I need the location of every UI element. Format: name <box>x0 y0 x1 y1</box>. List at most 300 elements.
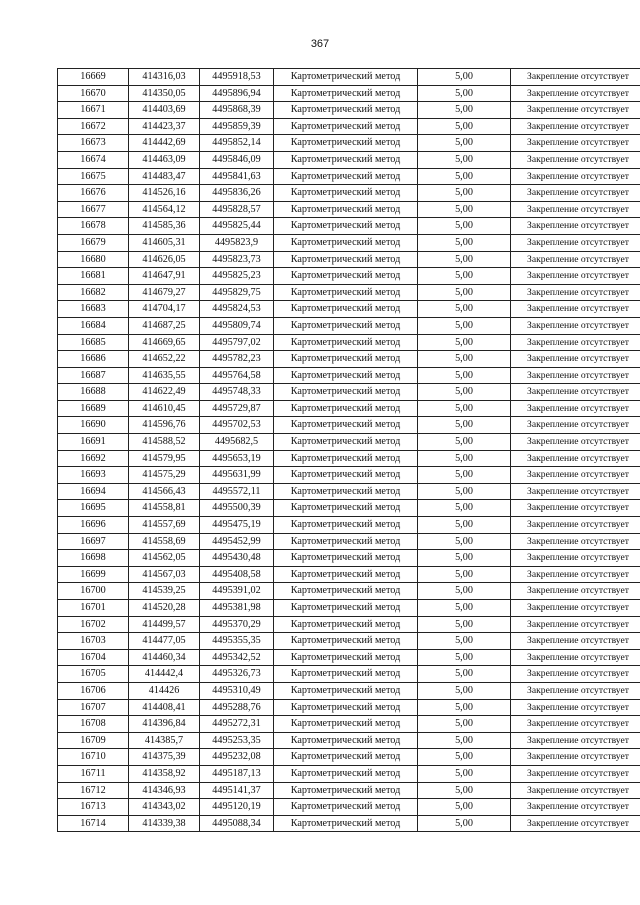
x-coordinate-cell: 414423,37 <box>129 118 200 135</box>
error-cell: 5,00 <box>418 85 511 102</box>
point-number-cell: 16677 <box>58 201 129 218</box>
fixation-cell: Закрепление отсутствует <box>511 69 640 86</box>
point-number-cell: 16674 <box>58 151 129 168</box>
fixation-cell: Закрепление отсутствует <box>511 135 640 152</box>
fixation-cell: Закрепление отсутствует <box>511 450 640 467</box>
y-coordinate-cell: 4495475,19 <box>200 517 274 534</box>
table-row <box>58 815 640 832</box>
table-row <box>58 500 640 517</box>
point-number-cell: 16679 <box>58 234 129 251</box>
fixation-cell: Закрепление отсутствует <box>511 118 640 135</box>
error-cell: 5,00 <box>418 218 511 235</box>
fixation-cell: Закрепление отсутствует <box>511 85 640 102</box>
fixation-cell: Закрепление отсутствует <box>511 351 640 368</box>
method-cell: Картометрический метод <box>274 566 418 583</box>
fixation-cell: Закрепление отсутствует <box>511 334 640 351</box>
fixation-cell: Закрепление отсутствует <box>511 699 640 716</box>
table-row <box>58 467 640 484</box>
x-coordinate-cell: 414647,91 <box>129 268 200 285</box>
x-coordinate-cell: 414539,25 <box>129 583 200 600</box>
x-coordinate-cell: 414687,25 <box>129 317 200 334</box>
error-cell: 5,00 <box>418 799 511 816</box>
x-coordinate-cell: 414408,41 <box>129 699 200 716</box>
table-row <box>58 351 640 368</box>
fixation-cell: Закрепление отсутствует <box>511 749 640 766</box>
y-coordinate-cell: 4495852,14 <box>200 135 274 152</box>
point-number-cell: 16671 <box>58 102 129 119</box>
fixation-cell: Закрепление отсутствует <box>511 566 640 583</box>
point-number-cell: 16691 <box>58 434 129 451</box>
method-cell: Картометрический метод <box>274 550 418 567</box>
y-coordinate-cell: 4495381,98 <box>200 600 274 617</box>
table-row <box>58 583 640 600</box>
point-number-cell: 16682 <box>58 284 129 301</box>
error-cell: 5,00 <box>418 234 511 251</box>
error-cell: 5,00 <box>418 765 511 782</box>
point-number-cell: 16685 <box>58 334 129 351</box>
point-number-cell: 16673 <box>58 135 129 152</box>
x-coordinate-cell: 414622,49 <box>129 384 200 401</box>
x-coordinate-cell: 414385,7 <box>129 732 200 749</box>
point-number-cell: 16683 <box>58 301 129 318</box>
method-cell: Картометрический метод <box>274 251 418 268</box>
point-number-cell: 16697 <box>58 533 129 550</box>
x-coordinate-cell: 414588,52 <box>129 434 200 451</box>
fixation-cell: Закрепление отсутствует <box>511 616 640 633</box>
error-cell: 5,00 <box>418 716 511 733</box>
point-number-cell: 16703 <box>58 633 129 650</box>
fixation-cell: Закрепление отсутствует <box>511 815 640 832</box>
method-cell: Картометрический метод <box>274 301 418 318</box>
y-coordinate-cell: 4495836,26 <box>200 185 274 202</box>
x-coordinate-cell: 414520,28 <box>129 600 200 617</box>
error-cell: 5,00 <box>418 732 511 749</box>
point-number-cell: 16696 <box>58 517 129 534</box>
point-number-cell: 16706 <box>58 682 129 699</box>
error-cell: 5,00 <box>418 69 511 86</box>
table-row <box>58 234 640 251</box>
y-coordinate-cell: 4495120,19 <box>200 799 274 816</box>
point-number-cell: 16700 <box>58 583 129 600</box>
y-coordinate-cell: 4495841,63 <box>200 168 274 185</box>
method-cell: Картометрический метод <box>274 334 418 351</box>
point-number-cell: 16702 <box>58 616 129 633</box>
fixation-cell: Закрепление отсутствует <box>511 218 640 235</box>
x-coordinate-cell: 414585,36 <box>129 218 200 235</box>
fixation-cell: Закрепление отсутствует <box>511 600 640 617</box>
fixation-cell: Закрепление отсутствует <box>511 201 640 218</box>
error-cell: 5,00 <box>418 682 511 699</box>
x-coordinate-cell: 414596,76 <box>129 417 200 434</box>
error-cell: 5,00 <box>418 533 511 550</box>
x-coordinate-cell: 414669,65 <box>129 334 200 351</box>
y-coordinate-cell: 4495500,39 <box>200 500 274 517</box>
method-cell: Картометрический метод <box>274 583 418 600</box>
point-number-cell: 16672 <box>58 118 129 135</box>
method-cell: Картометрический метод <box>274 517 418 534</box>
error-cell: 5,00 <box>418 151 511 168</box>
fixation-cell: Закрепление отсутствует <box>511 417 640 434</box>
table-row <box>58 517 640 534</box>
table-row <box>58 251 640 268</box>
table-row <box>58 284 640 301</box>
fixation-cell: Закрепление отсутствует <box>511 765 640 782</box>
error-cell: 5,00 <box>418 367 511 384</box>
table-row <box>58 168 640 185</box>
table-row <box>58 400 640 417</box>
table-row <box>58 367 640 384</box>
error-cell: 5,00 <box>418 666 511 683</box>
y-coordinate-cell: 4495653,19 <box>200 450 274 467</box>
table-row <box>58 268 640 285</box>
fixation-cell: Закрепление отсутствует <box>511 649 640 666</box>
point-number-cell: 16678 <box>58 218 129 235</box>
method-cell: Картометрический метод <box>274 234 418 251</box>
y-coordinate-cell: 4495825,23 <box>200 268 274 285</box>
method-cell: Картометрический метод <box>274 799 418 816</box>
method-cell: Картометрический метод <box>274 135 418 152</box>
method-cell: Картометрический метод <box>274 268 418 285</box>
method-cell: Картометрический метод <box>274 185 418 202</box>
x-coordinate-cell: 414626,05 <box>129 251 200 268</box>
x-coordinate-cell: 414635,55 <box>129 367 200 384</box>
method-cell: Картометрический метод <box>274 284 418 301</box>
table-row <box>58 151 640 168</box>
y-coordinate-cell: 4495391,02 <box>200 583 274 600</box>
x-coordinate-cell: 414564,12 <box>129 201 200 218</box>
method-cell: Картометрический метод <box>274 716 418 733</box>
y-coordinate-cell: 4495859,39 <box>200 118 274 135</box>
table-row <box>58 699 640 716</box>
point-number-cell: 16707 <box>58 699 129 716</box>
y-coordinate-cell: 4495288,76 <box>200 699 274 716</box>
fixation-cell: Закрепление отсутствует <box>511 168 640 185</box>
table-row <box>58 201 640 218</box>
x-coordinate-cell: 414460,34 <box>129 649 200 666</box>
error-cell: 5,00 <box>418 251 511 268</box>
x-coordinate-cell: 414558,69 <box>129 533 200 550</box>
coordinates-table <box>57 68 640 832</box>
fixation-cell: Закрепление отсутствует <box>511 633 640 650</box>
fixation-cell: Закрепление отсутствует <box>511 384 640 401</box>
x-coordinate-cell: 414526,16 <box>129 185 200 202</box>
point-number-cell: 16681 <box>58 268 129 285</box>
error-cell: 5,00 <box>418 483 511 500</box>
table-row <box>58 85 640 102</box>
x-coordinate-cell: 414499,57 <box>129 616 200 633</box>
point-number-cell: 16698 <box>58 550 129 567</box>
fixation-cell: Закрепление отсутствует <box>511 317 640 334</box>
error-cell: 5,00 <box>418 467 511 484</box>
method-cell: Картометрический метод <box>274 649 418 666</box>
method-cell: Картометрический метод <box>274 666 418 683</box>
table-row <box>58 533 640 550</box>
error-cell: 5,00 <box>418 517 511 534</box>
fixation-cell: Закрепление отсутствует <box>511 732 640 749</box>
table-row <box>58 782 640 799</box>
point-number-cell: 16676 <box>58 185 129 202</box>
fixation-cell: Закрепление отсутствует <box>511 716 640 733</box>
point-number-cell: 16709 <box>58 732 129 749</box>
x-coordinate-cell: 414704,17 <box>129 301 200 318</box>
point-number-cell: 16692 <box>58 450 129 467</box>
point-number-cell: 16711 <box>58 765 129 782</box>
table-row <box>58 450 640 467</box>
fixation-cell: Закрепление отсутствует <box>511 251 640 268</box>
error-cell: 5,00 <box>418 616 511 633</box>
table-row <box>58 732 640 749</box>
point-number-cell: 16701 <box>58 600 129 617</box>
method-cell: Картометрический метод <box>274 151 418 168</box>
x-coordinate-cell: 414477,05 <box>129 633 200 650</box>
error-cell: 5,00 <box>418 301 511 318</box>
point-number-cell: 16680 <box>58 251 129 268</box>
y-coordinate-cell: 4495918,53 <box>200 69 274 86</box>
error-cell: 5,00 <box>418 185 511 202</box>
method-cell: Картометрический метод <box>274 417 418 434</box>
x-coordinate-cell: 414426 <box>129 682 200 699</box>
y-coordinate-cell: 4495452,99 <box>200 533 274 550</box>
point-number-cell: 16675 <box>58 168 129 185</box>
table-row <box>58 417 640 434</box>
fixation-cell: Закрепление отсутствует <box>511 682 640 699</box>
y-coordinate-cell: 4495729,87 <box>200 400 274 417</box>
method-cell: Картометрический метод <box>274 533 418 550</box>
table-row <box>58 765 640 782</box>
x-coordinate-cell: 414558,81 <box>129 500 200 517</box>
fixation-cell: Закрепление отсутствует <box>511 301 640 318</box>
point-number-cell: 16694 <box>58 483 129 500</box>
method-cell: Картометрический метод <box>274 400 418 417</box>
method-cell: Картометрический метод <box>274 317 418 334</box>
table-row <box>58 566 640 583</box>
x-coordinate-cell: 414396,84 <box>129 716 200 733</box>
method-cell: Картометрический метод <box>274 168 418 185</box>
table-row <box>58 135 640 152</box>
table-row <box>58 334 640 351</box>
y-coordinate-cell: 4495823,73 <box>200 251 274 268</box>
x-coordinate-cell: 414562,05 <box>129 550 200 567</box>
x-coordinate-cell: 414442,69 <box>129 135 200 152</box>
method-cell: Картометрический метод <box>274 633 418 650</box>
point-number-cell: 16708 <box>58 716 129 733</box>
table-row <box>58 317 640 334</box>
y-coordinate-cell: 4495355,35 <box>200 633 274 650</box>
point-number-cell: 16687 <box>58 367 129 384</box>
error-cell: 5,00 <box>418 168 511 185</box>
point-number-cell: 16693 <box>58 467 129 484</box>
table-row <box>58 550 640 567</box>
fixation-cell: Закрепление отсутствует <box>511 102 640 119</box>
table-row <box>58 384 640 401</box>
x-coordinate-cell: 414350,05 <box>129 85 200 102</box>
error-cell: 5,00 <box>418 268 511 285</box>
method-cell: Картометрический метод <box>274 367 418 384</box>
error-cell: 5,00 <box>418 815 511 832</box>
fixation-cell: Закрепление отсутствует <box>511 151 640 168</box>
y-coordinate-cell: 4495682,5 <box>200 434 274 451</box>
y-coordinate-cell: 4495797,02 <box>200 334 274 351</box>
point-number-cell: 16704 <box>58 649 129 666</box>
y-coordinate-cell: 4495088,34 <box>200 815 274 832</box>
y-coordinate-cell: 4495846,09 <box>200 151 274 168</box>
x-coordinate-cell: 414610,45 <box>129 400 200 417</box>
error-cell: 5,00 <box>418 135 511 152</box>
y-coordinate-cell: 4495823,9 <box>200 234 274 251</box>
x-coordinate-cell: 414339,38 <box>129 815 200 832</box>
y-coordinate-cell: 4495342,52 <box>200 649 274 666</box>
error-cell: 5,00 <box>418 649 511 666</box>
error-cell: 5,00 <box>418 201 511 218</box>
y-coordinate-cell: 4495572,11 <box>200 483 274 500</box>
table-row <box>58 616 640 633</box>
method-cell: Картометрический метод <box>274 500 418 517</box>
x-coordinate-cell: 414679,27 <box>129 284 200 301</box>
method-cell: Картометрический метод <box>274 699 418 716</box>
y-coordinate-cell: 4495141,37 <box>200 782 274 799</box>
x-coordinate-cell: 414483,47 <box>129 168 200 185</box>
fixation-cell: Закрепление отсутствует <box>511 666 640 683</box>
fixation-cell: Закрепление отсутствует <box>511 434 640 451</box>
table-row <box>58 799 640 816</box>
fixation-cell: Закрепление отсутствует <box>511 483 640 500</box>
x-coordinate-cell: 414403,69 <box>129 102 200 119</box>
table-row <box>58 649 640 666</box>
method-cell: Картометрический метод <box>274 450 418 467</box>
method-cell: Картометрический метод <box>274 749 418 766</box>
point-number-cell: 16670 <box>58 85 129 102</box>
fixation-cell: Закрепление отсутствует <box>511 583 640 600</box>
error-cell: 5,00 <box>418 550 511 567</box>
method-cell: Картометрический метод <box>274 765 418 782</box>
table-row <box>58 483 640 500</box>
point-number-cell: 16669 <box>58 69 129 86</box>
x-coordinate-cell: 414566,43 <box>129 483 200 500</box>
y-coordinate-cell: 4495824,53 <box>200 301 274 318</box>
error-cell: 5,00 <box>418 699 511 716</box>
x-coordinate-cell: 414463,09 <box>129 151 200 168</box>
x-coordinate-cell: 414343,02 <box>129 799 200 816</box>
y-coordinate-cell: 4495430,48 <box>200 550 274 567</box>
method-cell: Картометрический метод <box>274 600 418 617</box>
y-coordinate-cell: 4495187,13 <box>200 765 274 782</box>
point-number-cell: 16684 <box>58 317 129 334</box>
error-cell: 5,00 <box>418 434 511 451</box>
x-coordinate-cell: 414567,03 <box>129 566 200 583</box>
error-cell: 5,00 <box>418 351 511 368</box>
x-coordinate-cell: 414346,93 <box>129 782 200 799</box>
y-coordinate-cell: 4495828,57 <box>200 201 274 218</box>
error-cell: 5,00 <box>418 500 511 517</box>
fixation-cell: Закрепление отсутствует <box>511 400 640 417</box>
y-coordinate-cell: 4495825,44 <box>200 218 274 235</box>
y-coordinate-cell: 4495272,31 <box>200 716 274 733</box>
method-cell: Картометрический метод <box>274 434 418 451</box>
x-coordinate-cell: 414358,92 <box>129 765 200 782</box>
fixation-cell: Закрепление отсутствует <box>511 799 640 816</box>
method-cell: Картометрический метод <box>274 69 418 86</box>
y-coordinate-cell: 4495253,35 <box>200 732 274 749</box>
x-coordinate-cell: 414316,03 <box>129 69 200 86</box>
y-coordinate-cell: 4495764,58 <box>200 367 274 384</box>
point-number-cell: 16705 <box>58 666 129 683</box>
fixation-cell: Закрепление отсутствует <box>511 234 640 251</box>
table-row <box>58 102 640 119</box>
point-number-cell: 16712 <box>58 782 129 799</box>
y-coordinate-cell: 4495408,58 <box>200 566 274 583</box>
x-coordinate-cell: 414652,22 <box>129 351 200 368</box>
y-coordinate-cell: 4495631,99 <box>200 467 274 484</box>
method-cell: Картометрический метод <box>274 384 418 401</box>
method-cell: Картометрический метод <box>274 102 418 119</box>
method-cell: Картометрический метод <box>274 85 418 102</box>
fixation-cell: Закрепление отсутствует <box>511 268 640 285</box>
point-number-cell: 16713 <box>58 799 129 816</box>
table-row <box>58 682 640 699</box>
method-cell: Картометрический метод <box>274 815 418 832</box>
y-coordinate-cell: 4495809,74 <box>200 317 274 334</box>
point-number-cell: 16688 <box>58 384 129 401</box>
fixation-cell: Закрепление отсутствует <box>511 782 640 799</box>
point-number-cell: 16714 <box>58 815 129 832</box>
method-cell: Картометрический метод <box>274 351 418 368</box>
page-number: 367 <box>310 38 330 50</box>
error-cell: 5,00 <box>418 284 511 301</box>
method-cell: Картометрический метод <box>274 218 418 235</box>
x-coordinate-cell: 414575,29 <box>129 467 200 484</box>
method-cell: Картометрический метод <box>274 782 418 799</box>
point-number-cell: 16689 <box>58 400 129 417</box>
error-cell: 5,00 <box>418 384 511 401</box>
error-cell: 5,00 <box>418 583 511 600</box>
x-coordinate-cell: 414375,39 <box>129 749 200 766</box>
table-row <box>58 716 640 733</box>
method-cell: Картометрический метод <box>274 616 418 633</box>
fixation-cell: Закрепление отсутствует <box>511 284 640 301</box>
error-cell: 5,00 <box>418 566 511 583</box>
y-coordinate-cell: 4495370,29 <box>200 616 274 633</box>
fixation-cell: Закрепление отсутствует <box>511 467 640 484</box>
table-row <box>58 633 640 650</box>
x-coordinate-cell: 414605,31 <box>129 234 200 251</box>
table-row <box>58 666 640 683</box>
fixation-cell: Закрепление отсутствует <box>511 517 640 534</box>
y-coordinate-cell: 4495896,94 <box>200 85 274 102</box>
error-cell: 5,00 <box>418 600 511 617</box>
method-cell: Картометрический метод <box>274 118 418 135</box>
error-cell: 5,00 <box>418 782 511 799</box>
y-coordinate-cell: 4495702,53 <box>200 417 274 434</box>
y-coordinate-cell: 4495326,73 <box>200 666 274 683</box>
point-number-cell: 16690 <box>58 417 129 434</box>
fixation-cell: Закрепление отсутствует <box>511 500 640 517</box>
method-cell: Картометрический метод <box>274 467 418 484</box>
fixation-cell: Закрепление отсутствует <box>511 533 640 550</box>
method-cell: Картометрический метод <box>274 682 418 699</box>
fixation-cell: Закрепление отсутствует <box>511 550 640 567</box>
error-cell: 5,00 <box>418 317 511 334</box>
table-row <box>58 118 640 135</box>
table-row <box>58 218 640 235</box>
error-cell: 5,00 <box>418 417 511 434</box>
x-coordinate-cell: 414579,95 <box>129 450 200 467</box>
method-cell: Картометрический метод <box>274 201 418 218</box>
point-number-cell: 16710 <box>58 749 129 766</box>
y-coordinate-cell: 4495748,33 <box>200 384 274 401</box>
point-number-cell: 16699 <box>58 566 129 583</box>
table-row <box>58 749 640 766</box>
y-coordinate-cell: 4495232,08 <box>200 749 274 766</box>
